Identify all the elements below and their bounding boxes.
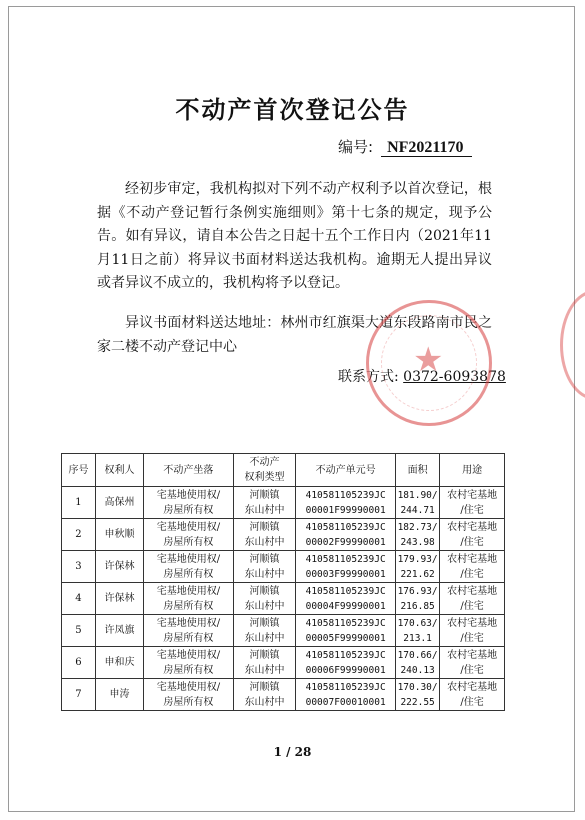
seal-star-icon: ★: [413, 340, 444, 380]
cell-right-type: 宅基地使用权/ 房屋所有权: [144, 551, 233, 583]
cell-unit-no: 410581105239JC 00005F99990001: [296, 615, 396, 647]
table-row: [62, 487, 505, 519]
header-seq: 序号: [62, 454, 96, 487]
cell-owner: 申秋顺: [95, 519, 143, 551]
header-location: 不动产坐落: [144, 454, 233, 487]
table-row: [62, 615, 505, 647]
cell-unit-no: 410581105239JC 00006F99990001: [296, 647, 396, 679]
cell-right-type: 宅基地使用权/ 房屋所有权: [144, 615, 233, 647]
cell-unit-no: 410581105239JC 00007F00010001: [296, 679, 396, 711]
cell-use: 农村宅基地 /住宅: [440, 647, 505, 679]
cell-area: 179.93/ 221.62: [395, 551, 439, 583]
cell-use: 农村宅基地 /住宅: [440, 583, 505, 615]
cell-unit-no: 410581105239JC 00001F99990001: [296, 487, 396, 519]
cell-seq: 4: [62, 583, 96, 615]
cell-place: 河顺镇 东山村中: [233, 519, 296, 551]
cell-use: 农村宅基地 /住宅: [440, 679, 505, 711]
announcement-paragraph: 经初步审定，我机构拟对下列不动产权利予以首次登记，根据《不动产登记暂行条例实施细则》第十七条的规定，现予公告。如有异议，请自本公告之日起十五个工作日内（2021年11月11日之前）将异议书面材料送达我机构。逾期无人提出异议或者异议不成立的，我机构将予以登记。: [97, 181, 492, 291]
cell-place: 河顺镇 东山村中: [233, 679, 296, 711]
cell-owner: 高保州: [95, 487, 143, 519]
header-use: 用途: [440, 454, 505, 487]
page-title: 不动产首次登记公告: [175, 96, 410, 124]
cell-area: 170.63/ 213.1: [395, 615, 439, 647]
cell-unit-no: 410581105239JC 00002F99990001: [296, 519, 396, 551]
cell-area: 182.73/ 243.98: [395, 519, 439, 551]
cell-right-type: 宅基地使用权/ 房屋所有权: [144, 519, 233, 551]
table-row: [62, 519, 505, 551]
cell-use: 农村宅基地 /住宅: [440, 519, 505, 551]
table-row: [62, 583, 505, 615]
cell-use: 农村宅基地 /住宅: [440, 551, 505, 583]
table-header-row: [62, 454, 505, 487]
official-seal: [366, 300, 492, 426]
cell-place: 河顺镇 东山村中: [233, 583, 296, 615]
table-row: [62, 551, 505, 583]
cell-right-type: 宅基地使用权/ 房屋所有权: [144, 583, 233, 615]
cell-place: 河顺镇 东山村中: [233, 551, 296, 583]
cell-place: 河顺镇 东山村中: [233, 647, 296, 679]
page-number: 1 / 28: [273, 745, 312, 759]
cell-right-type: 宅基地使用权/ 房屋所有权: [144, 679, 233, 711]
cell-place: 河顺镇 东山村中: [233, 487, 296, 519]
header-right-type: 不动产 权利类型: [233, 454, 296, 487]
cell-unit-no: 410581105239JC 00003F99990001: [296, 551, 396, 583]
cell-owner: 申和庆: [95, 647, 143, 679]
cell-place: 河顺镇 东山村中: [233, 615, 296, 647]
cell-seq: 6: [62, 647, 96, 679]
contact-phone: 0372-6093878: [403, 369, 506, 385]
cell-area: 170.66/ 240.13: [395, 647, 439, 679]
cell-owner: 许保林: [95, 551, 143, 583]
contact-label: 联系方式:: [338, 369, 399, 385]
cell-right-type: 宅基地使用权/ 房屋所有权: [144, 647, 233, 679]
cell-seq: 2: [62, 519, 96, 551]
cell-owner: 许保林: [95, 583, 143, 615]
cell-unit-no: 410581105239JC 00004F99990001: [296, 583, 396, 615]
cell-use: 农村宅基地 /住宅: [440, 615, 505, 647]
cell-right-type: 宅基地使用权/ 房屋所有权: [144, 487, 233, 519]
table-row: [62, 679, 505, 711]
document-number-label: 编号:: [338, 138, 374, 156]
cell-use: 农村宅基地 /住宅: [440, 487, 505, 519]
cell-seq: 3: [62, 551, 96, 583]
table-row: [62, 647, 505, 679]
cell-seq: 5: [62, 615, 96, 647]
cell-owner: 许凤旗: [95, 615, 143, 647]
cell-owner: 申涛: [95, 679, 143, 711]
header-area: 面积: [395, 454, 439, 487]
cell-area: 181.90/ 244.71: [395, 487, 439, 519]
document-number-value: NF2021170: [381, 139, 471, 157]
objection-address-paragraph: 异议书面材料送达地址：林州市红旗渠大道东段路南市民之家二楼不动产登记中心: [97, 315, 492, 355]
cell-seq: 1: [62, 487, 96, 519]
header-unit-no: 不动产单元号: [296, 454, 396, 487]
cell-seq: 7: [62, 679, 96, 711]
header-owner: 权利人: [95, 454, 143, 487]
registration-table: [61, 453, 505, 711]
cell-area: 170.30/ 222.55: [395, 679, 439, 711]
cell-area: 176.93/ 216.85: [395, 583, 439, 615]
document-number: [338, 136, 472, 157]
